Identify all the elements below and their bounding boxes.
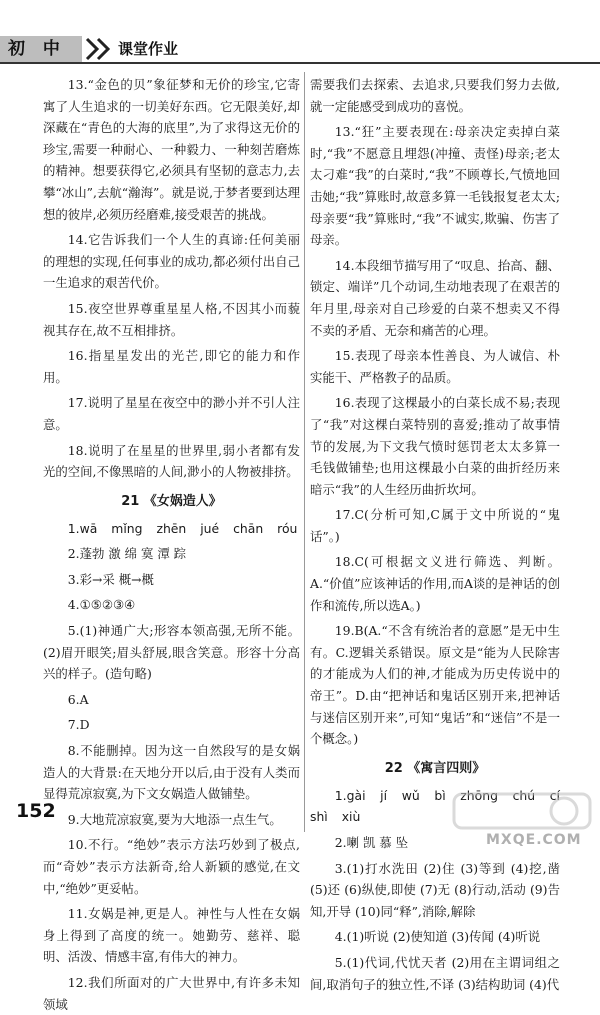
answer-paragraph: 11.女娲是神,更是人。神性与人性在女娲身上得到了高度的统一。她勤劳、慈祥、聪明、活泼、情感丰富,有伟大的神力。: [43, 906, 300, 965]
double-chevron-icon: [84, 37, 114, 61]
answer-paragraph: 14.本段细节描写用了“叹息、抬高、翻、锁定、端详”几个动词,生动地表现了在艰苦的年月里,母亲对自己珍爱的白菜不想卖又不得不卖的矛盾、无奈和痛苦的心理。: [310, 257, 560, 338]
page-number: 152: [16, 800, 56, 822]
grade-label: 初 中: [0, 36, 82, 62]
answer-paragraph: 2.蓬勃 激 绵 寞 潭 踪: [67, 546, 187, 562]
answer-paragraph: 1.gài jí wǔ bì zhōng chú cí shì xiù: [310, 787, 560, 825]
answer-paragraph: 2.喇 凯 慕 坠: [334, 835, 408, 850]
watermark-site: MXQE.COM: [486, 832, 582, 848]
answer-paragraph: 19.B(A.“不含有统治者的意愿”是无中生有。C.逻辑关系错误。原文是“能为人民除害的才能成为人们的神,才能成为历史传说中的帝王”。D.由“把神话和鬼话区别开来,把神话与迷信区别开来”,可知“鬼话”和“迷信”不是一个概念。): [310, 623, 560, 747]
answer-paragraph: 8.不能删掉。因为这一自然段写的是女娲造人的大背景:在天地分开以后,由于没有人类而显得荒凉寂寞,为下文女娲造人做铺垫。: [43, 743, 300, 802]
answer-paragraph: 5.(1)代词,代忧天者 (2)用在主谓词组之间,取消句子的独立性,不译 (3)结构助词 (4)代: [310, 954, 560, 992]
answer-paragraph: 13.“金色的贝”象征梦和无价的珍宝,它寄寓了人生追求的一切美好东西。它无限美好,却深藏在“青色的大海的底里”,为了求得这无价的珍宝,需要一种耐心、一种毅力、一种刻苦磨炼的精神。想要获得它,必须具有坚韧的意志力,去攀“冰山”,去航“瀚海”。就是说,于梦者要到达理想的彼岸,必须历经磨难,接受艰苦的挑战。: [43, 77, 300, 222]
answer-paragraph: 6.A: [67, 691, 89, 707]
answer-paragraph: 需要我们去探索、去追求,只要我们努力去做,就一定能感受到成功的喜悦。: [310, 77, 560, 114]
right-column: [310, 74, 560, 995]
answer-paragraph: 15.夜空世界尊重星星人格,不因其小而藐视其存在,故不互相排挤。: [43, 300, 300, 338]
answer-paragraph: 17.C(分析可知,C属于文中所说的“鬼话”。): [310, 507, 560, 544]
column-divider: [304, 72, 305, 832]
lesson-heading: 22 《寓言四则》: [384, 760, 486, 776]
answer-paragraph: 3.彩→采 概→概: [67, 571, 154, 587]
answer-paragraph: 14.它告诉我们一个人生的真谛:任何美丽的理想的实现,任何事业的成功,都必须付出自己一生追求的艰苦代价。: [43, 232, 300, 291]
section-label: 课堂作业: [118, 40, 179, 58]
page-header: [0, 0, 600, 66]
header-rule: [0, 62, 600, 64]
answer-paragraph: 15.表现了母亲本性善良、为人诚信、朴实能干、严格教子的品质。: [310, 348, 560, 385]
answer-paragraph: 5.(1)神通广大;形容本领高强,无所不能。(2)眉开眼笑;眉头舒展,眼含笑意。形容十分高兴的样子。(造句略): [43, 623, 300, 682]
left-column: [43, 74, 300, 1015]
answer-paragraph: 9.大地荒凉寂寞,要为大地添一点生气。: [67, 811, 282, 827]
answer-paragraph: 12.我们所面对的广大世界中,有许多未知领域: [43, 974, 300, 1012]
answer-paragraph: 4.①⑤②③④: [67, 597, 136, 613]
answer-paragraph: 10.不行。“绝妙”表示方法巧妙到了极点,而“奇妙”表示方法新奇,给人新颖的感觉,在文中,“绝妙”更妥帖。: [43, 837, 300, 896]
lesson-heading: 21 《女娲造人》: [121, 493, 222, 509]
answer-paragraph: 4.(1)听说 (2)使知道 (3)传闻 (4)听说: [334, 929, 541, 945]
answer-paragraph: 3.(1)打水洗田 (2)住 (3)等到 (4)挖,凿 (5)还 (6)纵使,即使 (7)无 (8)行动,活动 (9)告知,开导 (10)同“释”,消除,解除: [310, 860, 560, 919]
answer-paragraph: 17.说明了星星在夜空中的渺小并不引人注意。: [43, 395, 300, 432]
answer-paragraph: 1.wā mǐng zhēn jué chān róu: [67, 520, 298, 536]
answer-paragraph: 13.“狂”主要表现在:母亲决定卖掉白菜时,“我”不愿意且埋怨(冲撞、责怪)母亲;老太太刁难“我”的白菜时,“我”不顾尊长,气愤地回击她;“我”算账时,故意多算一毛钱报复老太太;母亲要“我”算账时,“我”不诚实,欺骗、伤害了母亲。: [310, 124, 560, 248]
answer-paragraph: 16.表现了这棵最小的白菜长成不易;表现了“我”对这棵白菜特别的喜爱;推动了故事情节的发展,为下文我气愤时惩罚老太太多算一毛钱做铺垫;也用这棵最小白菜的曲折经历来暗示“我”的人生经历曲折坎坷。: [310, 395, 560, 497]
answer-paragraph: 18.说明了在星星的世界里,弱小者都有发光的空间,不像黑暗的人间,渺小的人物被排挤。: [43, 442, 300, 480]
answer-paragraph: 18.C(可根据文义进行筛选、判断。A.“价值”应该神话的作用,而A谈的是神话的创作和流传,所以选A。): [310, 554, 560, 613]
answer-paragraph: 16.指星星发出的光芒,即它的能力和作用。: [43, 348, 300, 385]
answer-paragraph: 7.D: [67, 717, 90, 733]
